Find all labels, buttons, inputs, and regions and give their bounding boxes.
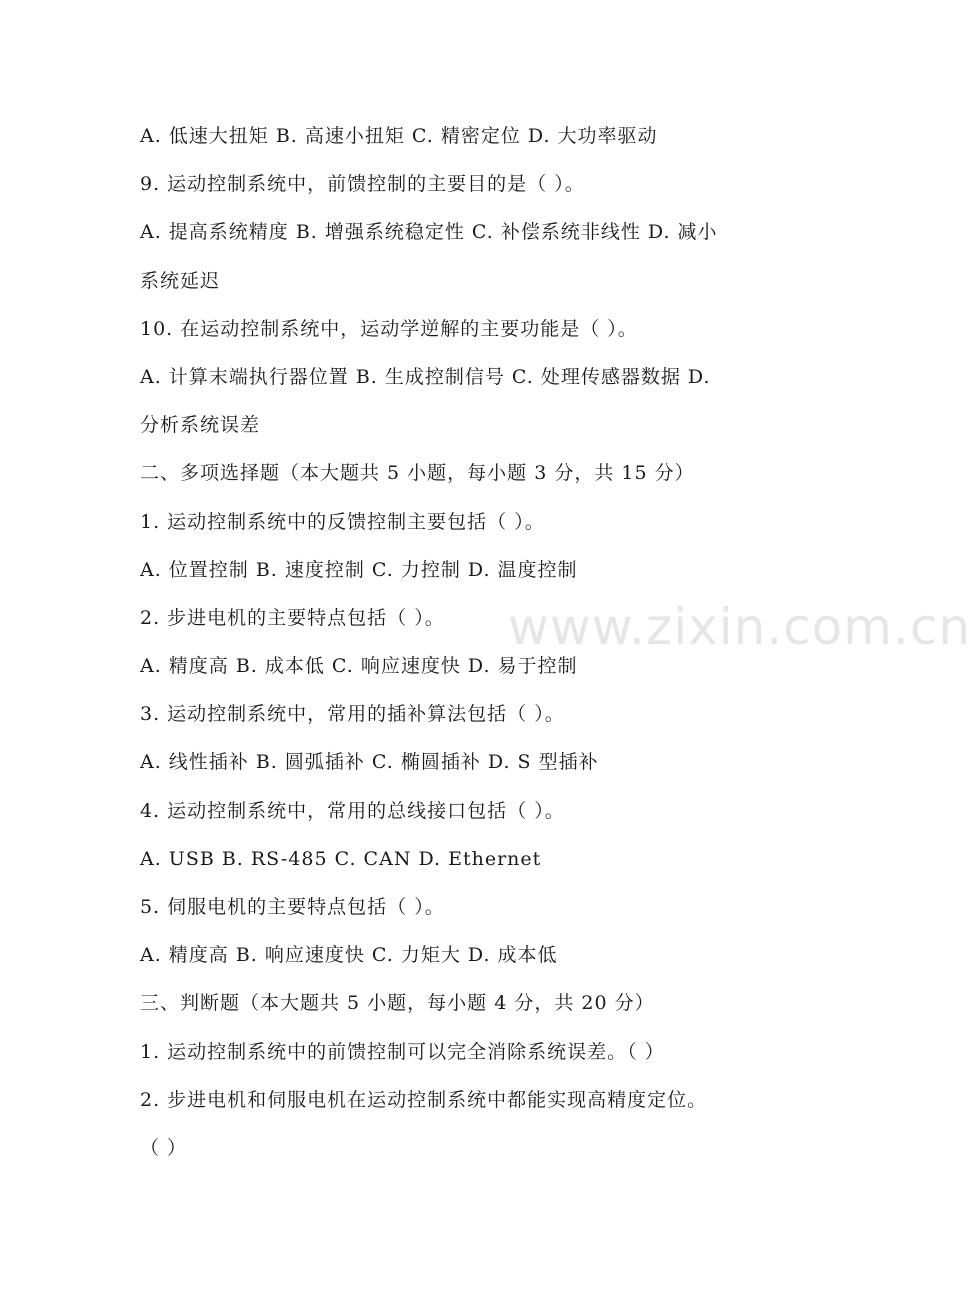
section-heading-true-false: 三、判断题（本大题共 5 小题，每小题 4 分，共 20 分） [140, 992, 655, 1015]
mc2-options: A. 精度高 B. 成本低 C. 响应速度快 D. 易于控制 [140, 655, 578, 678]
tf2-question: 2. 步进电机和伺服电机在运动控制系统中都能实现高精度定位。 [140, 1088, 708, 1111]
mc1-question: 1. 运动控制系统中的反馈控制主要包括（ ）。 [140, 510, 545, 533]
mc1-options: A. 位置控制 B. 速度控制 C. 力控制 D. 温度控制 [140, 558, 578, 581]
mc3-question: 3. 运动控制系统中，常用的插补算法包括（ ）。 [140, 703, 565, 726]
document-body [140, 112, 800, 1172]
mc2-question: 2. 步进电机的主要特点包括（ ）。 [140, 606, 445, 629]
mc4-options: A. USB B. RS-485 C. CAN D. Ethernet [140, 847, 542, 870]
q10-question: 10. 在运动控制系统中，运动学逆解的主要功能是（ ）。 [140, 317, 638, 340]
q8-options: A. 低速大扭矩 B. 高速小扭矩 C. 精密定位 D. 大功率驱动 [140, 125, 658, 147]
tf1-question: 1. 运动控制系统中的前馈控制可以完全消除系统误差。（ ） [140, 1040, 665, 1063]
q9-options-cont: 系统延迟 [140, 269, 221, 292]
mc5-question: 5. 伺服电机的主要特点包括（ ）。 [140, 896, 445, 918]
q10-options: A. 计算末端执行器位置 B. 生成控制信号 C. 处理传感器数据 D. [140, 365, 711, 388]
watermark: www.zixin.com.cn [508, 598, 971, 656]
q9-question: 9. 运动控制系统中，前馈控制的主要目的是（ ）。 [140, 173, 585, 196]
q10-options-cont: 分析系统误差 [140, 414, 261, 437]
mc4-question: 4. 运动控制系统中，常用的总线接口包括（ ）。 [140, 799, 565, 822]
mc3-options: A. 线性插补 B. 圆弧插补 C. 椭圆插补 D. S 型插补 [140, 751, 599, 774]
q9-options: A. 提高系统精度 B. 增强系统稳定性 C. 补偿系统非线性 D. 减小 [140, 221, 718, 244]
section-heading-multiple-choice: 二、多项选择题（本大题共 5 小题，每小题 3 分，共 15 分） [140, 462, 695, 485]
tf2-question-cont: （ ） [140, 1136, 188, 1159]
mc5-options: A. 精度高 B. 响应速度快 C. 力矩大 D. 成本低 [140, 944, 558, 967]
